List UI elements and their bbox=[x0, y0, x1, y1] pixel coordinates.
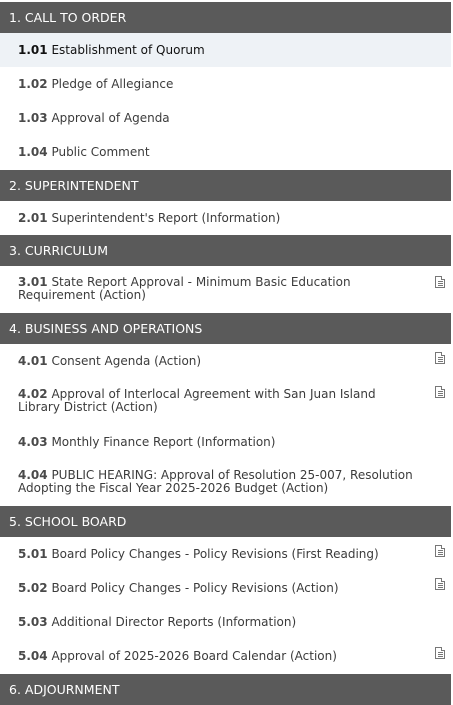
document-icon[interactable] bbox=[435, 545, 445, 557]
item-number: 1.02 bbox=[18, 76, 48, 91]
item-number: 4.02 bbox=[18, 387, 48, 401]
item-number: 4.01 bbox=[18, 353, 48, 368]
section-title: 4. BUSINESS AND OPERATIONS bbox=[9, 321, 203, 336]
item-title: Public Comment bbox=[51, 145, 150, 159]
document-icon[interactable] bbox=[435, 276, 445, 288]
item-number: 5.04 bbox=[18, 649, 48, 663]
item-number: 3.01 bbox=[18, 275, 48, 289]
item-title: Approval of Agenda bbox=[51, 110, 170, 125]
item-number: 5.02 bbox=[18, 580, 48, 595]
section-title: 3. CURRICULUM bbox=[9, 243, 108, 258]
item-number: 5.01 bbox=[18, 546, 48, 561]
item-title: State Report Approval - Minimum Basic Education Requirement (Action) bbox=[18, 275, 351, 302]
item-title: Pledge of Allegiance bbox=[51, 76, 174, 91]
agenda-item-3-01[interactable] bbox=[0, 276, 451, 313]
item-number: 1.03 bbox=[18, 110, 48, 125]
agenda-item-4-02[interactable] bbox=[0, 388, 451, 425]
section-adjournment[interactable] bbox=[0, 674, 451, 705]
item-number: 2.01 bbox=[18, 210, 48, 225]
agenda-item-1-01[interactable] bbox=[0, 33, 451, 67]
section-title: 5. SCHOOL BOARD bbox=[9, 514, 127, 529]
document-icon[interactable] bbox=[435, 352, 445, 364]
item-number: 1.04 bbox=[18, 145, 48, 159]
section-title: 2. SUPERINTENDENT bbox=[9, 178, 139, 193]
section-superintendent[interactable] bbox=[0, 170, 451, 201]
item-number: 4.03 bbox=[18, 434, 48, 449]
agenda-item-5-04[interactable] bbox=[0, 639, 451, 674]
agenda-item-4-03[interactable] bbox=[0, 425, 451, 459]
section-school-board[interactable] bbox=[0, 506, 451, 537]
item-title: Board Policy Changes - Policy Revisions (First Reading) bbox=[51, 546, 379, 561]
section-business-and-operations[interactable] bbox=[0, 313, 451, 344]
agenda-item-5-01[interactable] bbox=[0, 537, 451, 571]
section-title: 6. ADJOURNMENT bbox=[9, 682, 120, 697]
agenda-item-2-01[interactable] bbox=[0, 201, 451, 235]
item-title: Board Policy Changes - Policy Revisions (Action) bbox=[51, 580, 339, 595]
item-title: Monthly Finance Report (Information) bbox=[51, 434, 276, 449]
item-number: 5.03 bbox=[18, 614, 48, 629]
agenda-item-1-03[interactable] bbox=[0, 101, 451, 135]
item-title: Approval of Interlocal Agreement with San Juan Island Library District (Action) bbox=[18, 387, 376, 414]
document-icon[interactable] bbox=[435, 578, 445, 590]
agenda-item-1-04[interactable] bbox=[0, 135, 451, 170]
item-number: 4.04 bbox=[18, 468, 48, 482]
agenda-item-5-03[interactable] bbox=[0, 605, 451, 639]
item-title: Consent Agenda (Action) bbox=[51, 353, 202, 368]
section-title: 1. CALL TO ORDER bbox=[9, 10, 127, 25]
item-title: PUBLIC HEARING: Approval of Resolution 25-007, Resolution Adopting the Fiscal Year 2025-2026 Budget (Action) bbox=[18, 468, 413, 495]
item-title: Establishment of Quorum bbox=[51, 42, 205, 57]
document-icon[interactable] bbox=[435, 647, 445, 659]
section-call-to-order[interactable] bbox=[0, 2, 451, 33]
item-title: Superintendent's Report (Information) bbox=[51, 210, 281, 225]
item-title: Approval of 2025-2026 Board Calendar (Action) bbox=[51, 649, 337, 663]
agenda-item-1-02[interactable] bbox=[0, 67, 451, 101]
section-curriculum[interactable] bbox=[0, 235, 451, 266]
item-title: Additional Director Reports (Information) bbox=[51, 614, 297, 629]
agenda-item-4-04[interactable] bbox=[0, 469, 451, 506]
agenda-item-4-01[interactable] bbox=[0, 344, 451, 378]
item-number: 1.01 bbox=[18, 42, 48, 57]
document-icon[interactable] bbox=[435, 386, 445, 398]
agenda-item-5-02[interactable] bbox=[0, 571, 451, 605]
